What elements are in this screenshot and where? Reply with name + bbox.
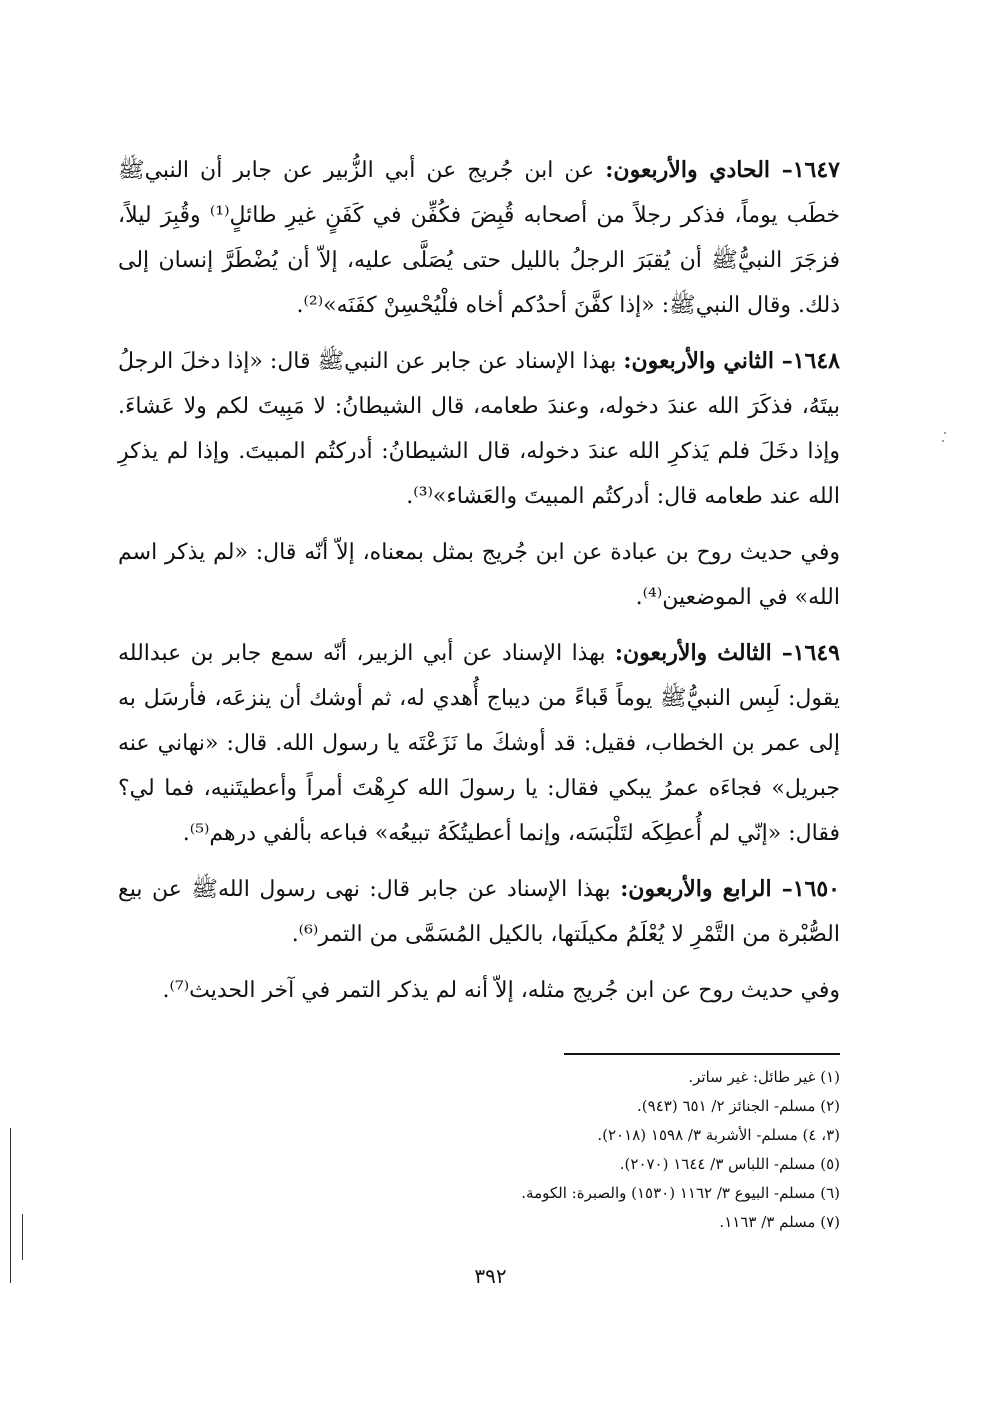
hadith-text: وفي حديث روح بن عبادة عن ابن جُريج بمثل بمعناه، إلاّ أنّه قال: «لم يذكر اسم الله» في الموضعين⁽⁴⁾. [118,540,840,610]
hadith-1649 [118,631,840,856]
hadith-heading: ١٦٥٠– الرابع والأربعون: [620,876,840,902]
footnote-2: (٢) مسلم- الجنائز ٢/ ٦٥١ (٩٤٣). [637,1097,840,1115]
footnote-3-4: (٣، ٤) مسلم- الأشربة ٣/ ١٥٩٨ (٢٠١٨). [597,1126,840,1144]
main-text [118,148,840,1024]
page-number: ٣٩٢ [474,1264,507,1288]
hadith-text: بهذا الإسناد عن جابر قال: نهى رسول اللهﷺ عن بيع الصُّبْرة من التَّمْرِ لا يُعْلَمُ مكيلَتها، بالكيل المُسَمَّى من التمر⁽⁶⁾. [118,877,840,947]
hadith-text: بهذا الإسناد عن أبي الزبير، أنّه سمع جابر بن عبدالله يقول: لَبِس النبيُّﷺ يوماً قَباءً من ديباج أُهدي له، ثم أوشك أن ينزعَه، فأرسَل به إلى عمر بن الخطاب، فقيل: قد أوشكَ ما نَزَعْتَه يا رسول الله. قال: «نهاني عنه جبريل» فجاءَه عمرُ يبكي فقال: يا رسولَ الله كرِهْتَ أمراً وأعطيتَنيه، فما لي؟ فقال: «إنّي لم أُعطِكَه لتَلْبَسَه، وإنما أعطيتُكَهُ تبيعُه» فباعه بألفي درهم⁽⁵⁾. [118,641,840,846]
footnote-7: (٧) مسلم ٣/ ١١٦٣. [719,1213,840,1231]
footnote-5: (٥) مسلم- اللباس ٣/ ١٦٤٤ (٢٠٧٠). [619,1155,840,1173]
footnote-divider [564,1053,840,1055]
hadith-1650-variant [118,968,840,1013]
scan-edge-line [10,1128,11,1283]
footnote-6: (٦) مسلم- البيوع ٣/ ١١٦٢ (١٥٣٠) والصبرة: الكومة. [521,1184,840,1202]
footnote-1: (١) غير طائل: غير ساتر. [688,1068,840,1086]
hadith-1648-variant [118,530,840,620]
hadith-heading: ١٦٤٩– الثالث والأربعون: [614,640,840,666]
hadith-text: عن ابن جُريج عن أبي الزُّبير عن جابر أن النبيﷺ خطَب يوماً، فذكر رجلاً من أصحابه قُبِضَ فكُفِّن في كَفَنٍ غيرِ طائلٍ⁽¹⁾ وقُبِرَ ليلاً، فزجَرَ النبيُّﷺ أن يُقبَرَ الرجلُ بالليل حتى يُصَلَّى عليه، إلاّ أن يُضْطَرَّ إنسان إلى ذلك. وقال النبيﷺ: «إذا كفَّنَ أحدُكم أخاه فلْيُحْسِنْ كفَنَه»⁽²⁾. [118,158,840,318]
hadith-text: بهذا الإسناد عن جابر عن النبيﷺ قال: «إذا دخلَ الرجلُ بيتَهُ، فذكَرَ الله عندَ دخوله، وعندَ طعامه، قال الشيطانُ: لا مَبِيتَ لكم ولا عَشاءَ. وإذا دخَلَ فلم يَذكرِ الله عندَ دخوله، قال الشيطانُ: أدركتُم المبيتَ. وإذا لم يذكرِ الله عند طعامه قال: أدركتُم المبيتَ والعَشاء»⁽³⁾. [118,349,840,509]
hadith-1648 [118,339,840,519]
hadith-1650 [118,867,840,957]
hadith-text: وفي حديث روح عن ابن جُريج مثله، إلاّ أنه لم يذكر التمر في آخر الحديث⁽⁷⁾. [162,978,840,1003]
scan-speck [942,440,944,442]
hadith-heading: ١٦٤٨– الثاني والأربعون: [623,348,840,374]
scan-speck [944,432,946,434]
hadith-1647 [118,148,840,328]
hadith-heading: ١٦٤٧– الحادي والأربعون: [605,157,840,183]
scan-edge-line [22,1214,23,1260]
footnotes [118,1053,840,1237]
